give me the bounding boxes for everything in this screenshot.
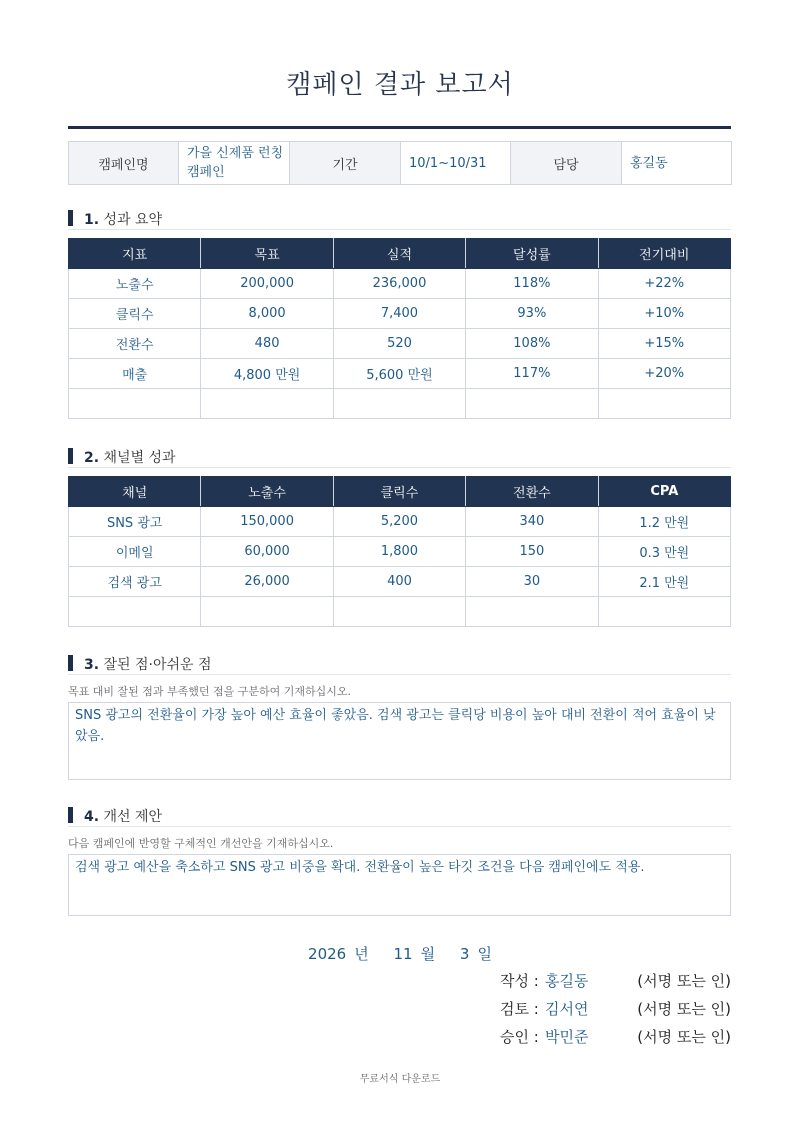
table-cell[interactable]: 노출수 (69, 269, 201, 299)
table-cell-empty[interactable] (69, 597, 201, 627)
col-header: 목표 (201, 239, 333, 269)
section-3-heading (68, 653, 731, 675)
table-cell[interactable]: 150,000 (201, 507, 333, 537)
col-header: 전환수 (466, 477, 598, 507)
table-cell[interactable]: 93% (466, 299, 598, 329)
section-3-hint: 목표 대비 잘된 점과 부족했던 점을 구분하여 기재하십시오. (68, 685, 351, 698)
signature-name[interactable]: 홍길동 (545, 972, 589, 990)
manager-label: 담당 (511, 142, 622, 185)
section-title: 개선 제안 (103, 809, 163, 825)
date-day[interactable]: 3 (459, 945, 470, 963)
table-row (69, 567, 731, 597)
section-1-heading (68, 208, 731, 230)
campaign-name-label: 캠페인명 (69, 142, 179, 185)
section-number: 2. (84, 450, 100, 466)
signature-seal: (서명 또는 인) (637, 1028, 731, 1046)
table-cell[interactable]: 매출 (69, 359, 201, 389)
date-year[interactable]: 2026 (308, 945, 347, 963)
table-cell[interactable]: 5,600 만원 (333, 359, 465, 389)
page-title: 캠페인 결과 보고서 (286, 70, 514, 100)
period-label: 기간 (290, 142, 401, 185)
table-cell[interactable]: 검색 광고 (69, 567, 201, 597)
table-cell-empty[interactable] (69, 389, 201, 419)
table-cell[interactable]: 클릭수 (69, 299, 201, 329)
table-cell[interactable]: 150 (466, 537, 598, 567)
signature-seal: (서명 또는 인) (637, 972, 731, 990)
strengths-weaknesses-field[interactable]: SNS 광고의 전환율이 가장 높아 예산 효율이 좋았음. 검색 광고는 클릭당 비용이 높아 대비 전환이 적어 효율이 낮았음. (68, 702, 731, 780)
table-row-empty (69, 389, 731, 419)
performance-summary-table (68, 238, 731, 419)
table-cell-empty[interactable] (466, 389, 598, 419)
section-marker (68, 655, 73, 671)
section-marker (68, 807, 73, 823)
table-row (69, 507, 731, 537)
signature-role: 승인 : (500, 1028, 539, 1046)
col-header: 전기대비 (598, 239, 730, 269)
signature-role: 작성 : (500, 972, 539, 990)
table-cell[interactable]: 2.1 만원 (598, 567, 730, 597)
signature-row-author (500, 970, 731, 992)
date-month[interactable]: 11 (393, 945, 413, 963)
signature-name[interactable]: 박민준 (545, 1028, 589, 1046)
table-cell[interactable]: 30 (466, 567, 598, 597)
campaign-name-value[interactable]: 가을 신제품 런칭 캠페인 (179, 142, 290, 185)
table-cell[interactable]: 1,800 (333, 537, 465, 567)
table-cell[interactable]: 이메일 (69, 537, 201, 567)
signature-seal: (서명 또는 인) (637, 1000, 731, 1018)
section-4-heading (68, 805, 731, 827)
channel-performance-table (68, 476, 731, 627)
table-cell[interactable]: +15% (598, 329, 730, 359)
table-cell-empty[interactable] (201, 389, 333, 419)
table-cell[interactable]: 340 (466, 507, 598, 537)
table-row (69, 537, 731, 567)
section-title: 채널별 성과 (103, 450, 176, 466)
report-date (0, 943, 800, 964)
col-header: 클릭수 (333, 477, 465, 507)
col-header: 채널 (69, 477, 201, 507)
table-cell-empty[interactable] (333, 597, 465, 627)
table-cell[interactable]: 26,000 (201, 567, 333, 597)
table-cell[interactable]: 7,400 (333, 299, 465, 329)
table-row (69, 299, 731, 329)
signature-role: 검토 : (500, 1000, 539, 1018)
section-number: 3. (84, 657, 100, 673)
col-header: CPA (598, 477, 730, 507)
section-title: 잘된 점·아쉬운 점 (103, 657, 212, 673)
table-cell[interactable]: 0.3 만원 (598, 537, 730, 567)
table-cell[interactable]: +20% (598, 359, 730, 389)
signature-name[interactable]: 김서연 (545, 1000, 589, 1018)
section-marker (68, 210, 73, 226)
table-cell-empty[interactable] (466, 597, 598, 627)
table-cell[interactable]: +10% (598, 299, 730, 329)
col-header: 지표 (69, 239, 201, 269)
table-cell-empty[interactable] (201, 597, 333, 627)
table-row-empty (69, 597, 731, 627)
table-cell-empty[interactable] (598, 597, 730, 627)
table-cell[interactable]: 520 (333, 329, 465, 359)
table-cell[interactable]: 200,000 (201, 269, 333, 299)
table-cell[interactable]: 8,000 (201, 299, 333, 329)
col-header: 달성률 (466, 239, 598, 269)
date-day-unit: 일 (477, 945, 492, 963)
date-year-unit: 년 (354, 945, 369, 963)
campaign-info-table (68, 141, 732, 185)
section-2-heading (68, 446, 731, 468)
table-cell[interactable]: 236,000 (333, 269, 465, 299)
section-number: 4. (84, 809, 100, 825)
table-cell[interactable]: 1.2 만원 (598, 507, 730, 537)
table-cell[interactable]: 5,200 (333, 507, 465, 537)
period-value[interactable]: 10/1~10/31 (401, 142, 511, 185)
table-cell[interactable]: 480 (201, 329, 333, 359)
section-number: 1. (84, 212, 100, 228)
table-cell[interactable]: 118% (466, 269, 598, 299)
section-4-hint: 다음 캠페인에 반영할 구체적인 개선안을 기재하십시오. (68, 837, 334, 850)
table-cell[interactable]: +22% (598, 269, 730, 299)
table-row (69, 269, 731, 299)
date-month-unit: 월 (420, 945, 436, 963)
col-header: 실적 (333, 239, 465, 269)
manager-value[interactable]: 홍길동 (622, 142, 732, 185)
table-cell[interactable]: 108% (466, 329, 598, 359)
table-cell[interactable]: 4,800 만원 (201, 359, 333, 389)
table-cell[interactable]: 60,000 (201, 537, 333, 567)
table-row (69, 329, 731, 359)
footer-text: 무료서식 다운로드 (359, 1074, 441, 1085)
table-cell[interactable]: 117% (466, 359, 598, 389)
table-cell[interactable]: 400 (333, 567, 465, 597)
table-row (69, 359, 731, 389)
signature-row-approver (500, 1026, 731, 1048)
table-cell[interactable]: 전환수 (69, 329, 201, 359)
section-title: 성과 요약 (103, 212, 163, 228)
section-marker (68, 448, 73, 464)
table-cell[interactable]: SNS 광고 (69, 507, 201, 537)
col-header: 노출수 (201, 477, 333, 507)
title-divider (68, 126, 731, 129)
table-cell-empty[interactable] (333, 389, 465, 419)
improvement-proposal-field[interactable]: 검색 광고 예산을 축소하고 SNS 광고 비중을 확대. 전환율이 높은 타깃 조건을 다음 캠페인에도 적용. (68, 854, 731, 916)
table-cell-empty[interactable] (598, 389, 730, 419)
signature-row-reviewer (500, 998, 731, 1020)
